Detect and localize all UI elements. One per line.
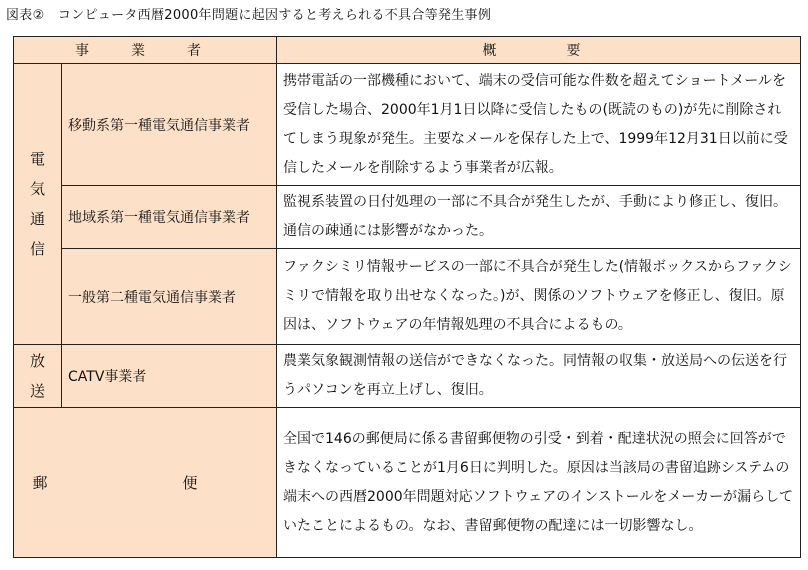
operator-cell: CATV事業者: [62, 345, 277, 408]
category-broadcast: 放 送: [14, 345, 62, 408]
category-telecom: 電 気 通 信: [14, 64, 62, 345]
figure-caption: 図表② コンピュータ西暦2000年問題に起因すると考えられる不具合等発生事例: [6, 8, 492, 23]
operator-cell: 移動系第一種電気通信事業者: [62, 64, 277, 186]
incident-table: [13, 36, 801, 558]
table-row: [14, 408, 801, 558]
summary-cell: 全国で146の郵便局に係る書留郵便物の引受・到着・配達状況の照会に回答ができなくなっていることが1月6日に判明した。原因は当該局の書留追跡システムの端末への西暦2000年問題対応ソフトウェアのインストールをメーカーが漏らしていたことによるもの。なお、書留郵便物の配達には一切影響なし。: [277, 408, 801, 558]
summary-cell: ファクシミリ情報サービスの一部に不具合が発生した(情報ボックスからファクシミリで情報を取り出せなくなった。)が、関係のソフトウェアを修正し、復旧。原因は、ソフトウェアの年情報処理の不具合によるもの。: [277, 249, 801, 345]
summary-cell: 農業気象観測情報の送信ができなくなった。同情報の収集・放送局への伝送を行うパソコンを再立上げし、復旧。: [277, 345, 801, 408]
category-postal: 郵 便: [14, 408, 277, 558]
table-row: [14, 64, 801, 186]
summary-cell: 携帯電話の一部機種において、端末の受信可能な件数を超えてショートメールを受信した場合、2000年1月1日以降に受信したもの(既読のもの)が先に削除されてしまう現象が発生。主要なメールを保存した上で、1999年12月31日以前に受信したメールを削除するよう事業者が広報。: [277, 64, 801, 186]
table-row: [14, 249, 801, 345]
header-row: [14, 37, 801, 64]
table-row: [14, 186, 801, 249]
header-business: 事 業 者: [14, 37, 277, 64]
operator-cell: 一般第二種電気通信事業者: [62, 249, 277, 345]
summary-cell: 監視系装置の日付処理の一部に不具合が発生したが、手動により修正し、復旧。通信の疎通には影響がなかった。: [277, 186, 801, 249]
header-summary: 概 要: [277, 37, 801, 64]
operator-cell: 地域系第一種電気通信事業者: [62, 186, 277, 249]
table-row: [14, 345, 801, 408]
